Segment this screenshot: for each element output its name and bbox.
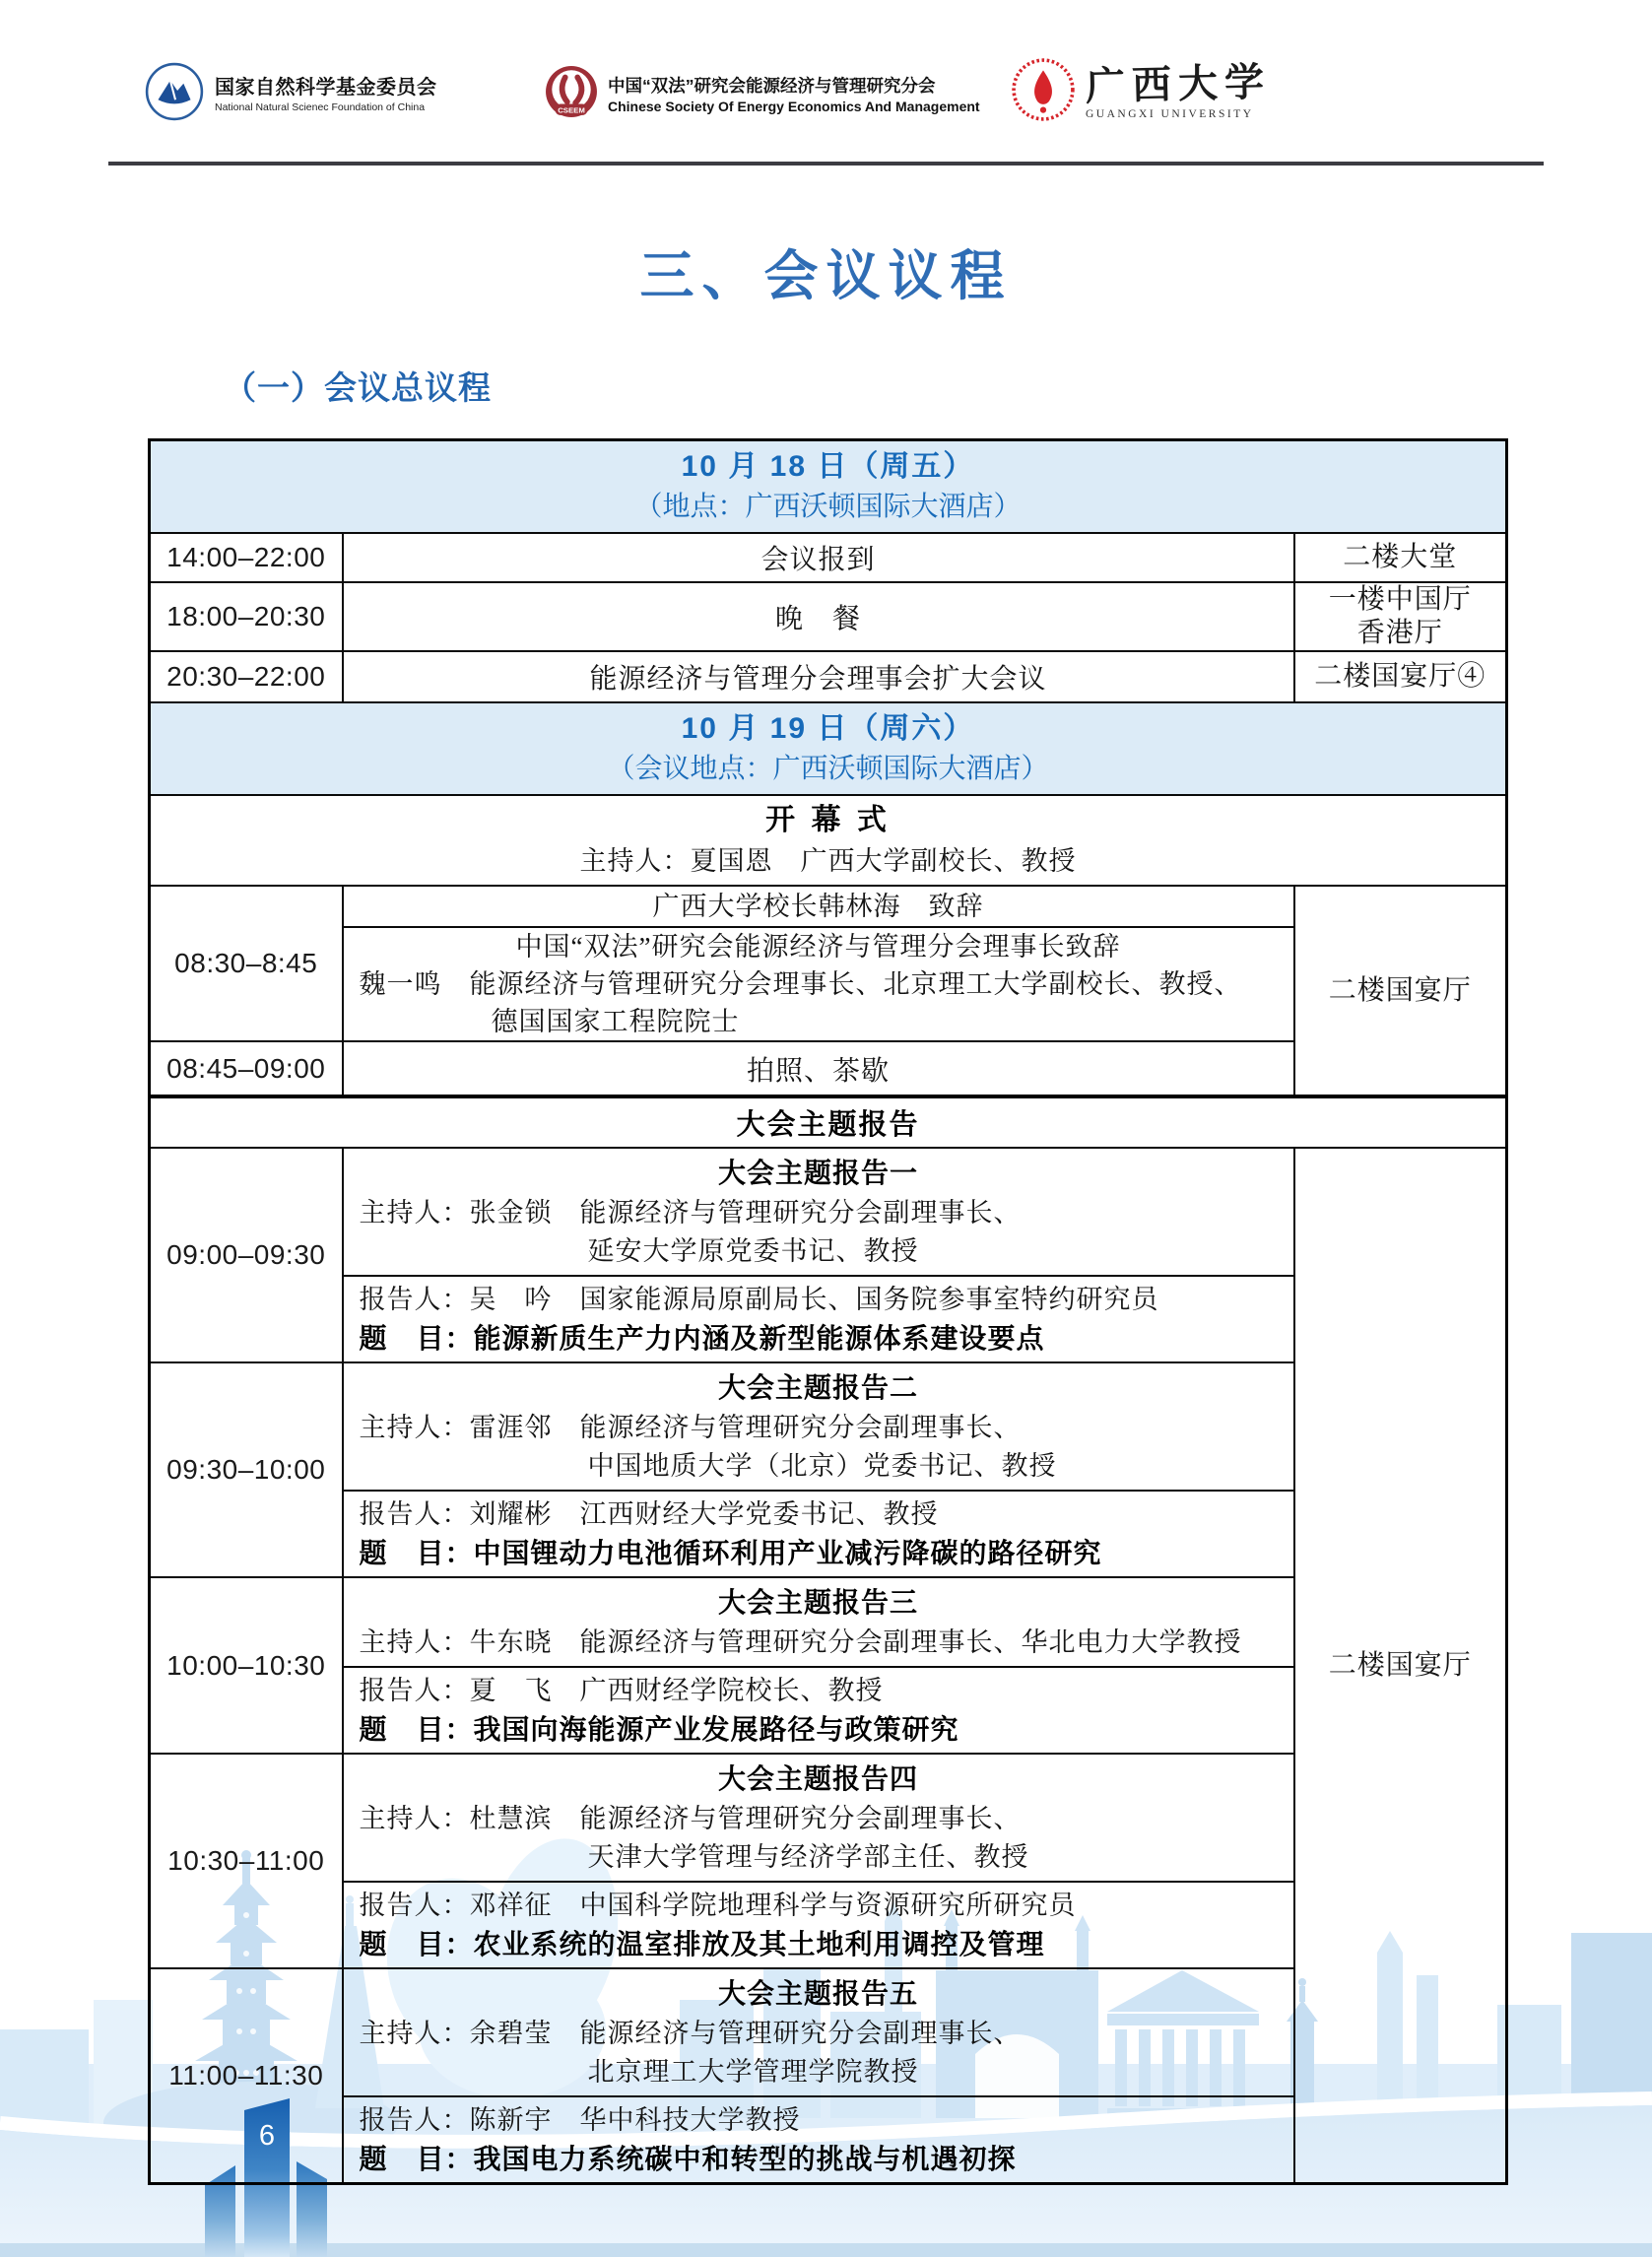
keynote-title: 大会主题报告四 xyxy=(717,1763,918,1794)
keynote-detail-cell xyxy=(343,1276,1294,1362)
keynote-time: 09:00–09:30 xyxy=(150,1148,343,1362)
opening-time: 08:30–8:45 xyxy=(150,886,343,1041)
schedule-row xyxy=(150,582,1507,651)
day2-venue: （会议地点：广西沃顿国际大酒店） xyxy=(607,753,1049,783)
opening-location: 二楼国宴厅 xyxy=(1294,886,1507,1096)
keynote-speaker-line: 报告人：夏 飞 广西财经学院校长、教授 xyxy=(359,1676,884,1705)
keynote-title: 大会主题报告二 xyxy=(717,1372,918,1403)
page-title: 三、会议议程 xyxy=(639,245,1013,306)
keynote-topic-line: 题 目：我国电力系统碳中和转型的挑战与机遇初探 xyxy=(359,2144,1017,2174)
day1-header-cell xyxy=(150,440,1507,534)
row-activity: 晚 餐 xyxy=(343,582,1294,651)
keynote-detail-cell xyxy=(343,1667,1294,1754)
row-activity: 会议报到 xyxy=(343,533,1294,582)
opening-speech-row xyxy=(150,886,1507,927)
section-title: （一）会议总议程 xyxy=(224,369,492,406)
row-location: 二楼国宴厅④ xyxy=(1294,651,1507,702)
row-time: 14:00–22:00 xyxy=(150,533,343,582)
photo-activity: 拍照、茶歇 xyxy=(343,1041,1294,1096)
nsfc-emblem-icon xyxy=(144,61,205,127)
logo-nsfc xyxy=(144,61,437,127)
row-time: 18:00–20:30 xyxy=(150,582,343,651)
keynote-host-line1: 主持人：杜慧滨 能源经济与管理研究分会副理事长、 xyxy=(359,1804,1022,1833)
page-number: 6 xyxy=(258,2120,276,2152)
logo-cseem xyxy=(545,65,980,123)
keynote-host-line1: 主持人：牛东晓 能源经济与管理研究分会副理事长、华北电力大学教授 xyxy=(359,1627,1242,1657)
row-location-line: 一楼中国厅 xyxy=(1328,584,1472,615)
keynote-title: 大会主题报告一 xyxy=(717,1158,918,1188)
keynote-speaker-line: 报告人：陈新宇 华中科技大学教授 xyxy=(359,2105,801,2135)
row-time: 20:30–22:00 xyxy=(150,651,343,702)
keynote-header-cell xyxy=(343,1362,1294,1491)
keynote-location-cell: 二楼国宴厅 xyxy=(1294,1148,1507,2184)
cseem-badge-text: CSEEM xyxy=(558,105,585,115)
gxu-name-en: GUANGXI UNIVERSITY xyxy=(1086,107,1254,120)
keynote-host-line2: 天津大学管理与经济学部主任、教授 xyxy=(587,1842,1029,1872)
row-activity: 能源经济与管理分会理事会扩大会议 xyxy=(343,651,1294,702)
nsfc-name-cn: 国家自然科学基金委员会 xyxy=(215,76,437,99)
keynote-host-line1: 主持人：余碧莹 能源经济与管理研究分会副理事长、 xyxy=(359,2019,1022,2048)
day1-date: 10 月 18 日（周五） xyxy=(681,450,975,483)
keynote-speaker-line: 报告人：邓祥征 中国科学院地理科学与资源研究所研究员 xyxy=(359,1891,1077,1920)
gxu-name-cn: 广西大学 xyxy=(1085,59,1272,108)
opening-speech1: 广西大学校长韩林海 致辞 xyxy=(343,886,1294,927)
logo-gxu xyxy=(1011,57,1271,127)
cseem-emblem-icon xyxy=(545,65,598,123)
row-location: 二楼大堂 xyxy=(1294,533,1507,582)
keynote-speaker-line: 报告人：吴 吟 国家能源局原副局长、国务院参事室特约研究员 xyxy=(359,1285,1159,1314)
keynote-host-line1: 主持人：雷涯邻 能源经济与管理研究分会副理事长、 xyxy=(359,1413,1022,1442)
keynote-header-cell xyxy=(343,1577,1294,1667)
keynote-host-line2: 延安大学原党委书记、教授 xyxy=(587,1236,919,1266)
opening-speech2-line1: 中国“双法”研究会能源经济与管理分会理事长致辞 xyxy=(515,932,1121,962)
keynote-detail-cell xyxy=(343,2096,1294,2184)
nsfc-name-en: National Natural Scienec Foundation of China xyxy=(215,100,426,113)
keynote-detail-cell xyxy=(343,1491,1294,1577)
keynote-header-cell xyxy=(343,1148,1294,1276)
keynote-topic-line: 题 目：能源新质生产力内涵及新型能源体系建设要点 xyxy=(359,1323,1045,1354)
agenda-table xyxy=(148,438,1508,2185)
keynote-time: 09:30–10:00 xyxy=(150,1362,343,1577)
keynote-time: 10:30–11:00 xyxy=(150,1754,343,1968)
schedule-row xyxy=(150,533,1507,582)
keynote-host-line2: 北京理工大学管理学院教授 xyxy=(587,2057,919,2087)
keynote-header-cell xyxy=(343,1754,1294,1882)
cseem-name-en: Chinese Society Of Energy Economics And Management xyxy=(608,98,980,114)
keynote-topic-line: 题 目：我国向海能源产业发展路径与政策研究 xyxy=(359,1714,959,1745)
row-location xyxy=(1294,582,1507,651)
header-divider xyxy=(108,162,1544,166)
keynote-header-cell xyxy=(343,1968,1294,2096)
cseem-name-cn: 中国“双法”研究会能源经济与管理研究分会 xyxy=(608,75,936,96)
keynote-title: 大会主题报告三 xyxy=(717,1587,918,1618)
keynote-host-line2: 中国地质大学（北京）党委书记、教授 xyxy=(587,1451,1057,1481)
day2-date: 10 月 19 日（周六） xyxy=(681,712,975,745)
keynote-time: 11:00–11:30 xyxy=(150,1968,343,2184)
opening-speech2-line2: 魏一鸣 能源经济与管理研究分会理事长、北京理工大学副校长、教授、 xyxy=(359,969,1242,999)
opening-speech2-line3: 德国国家工程院院士 xyxy=(491,1007,740,1036)
keynote-host-line1: 主持人：张金锁 能源经济与管理研究分会副理事长、 xyxy=(359,1198,1022,1228)
schedule-row xyxy=(150,651,1507,702)
keynote-row xyxy=(150,1148,1507,1276)
opening-speech2-cell xyxy=(343,927,1294,1041)
keynote-speaker-line: 报告人：刘耀彬 江西财经大学党委书记、教授 xyxy=(359,1499,939,1529)
day1-header-row xyxy=(150,440,1507,534)
row-location-line: 香港厅 xyxy=(1356,618,1443,648)
keynote-section-title: 大会主题报告 xyxy=(150,1096,1507,1148)
day1-venue: （地点：广西沃顿国际大酒店） xyxy=(634,491,1022,521)
keynote-title: 大会主题报告五 xyxy=(717,1978,918,2009)
keynote-section-row xyxy=(150,1096,1507,1148)
keynote-detail-cell xyxy=(343,1882,1294,1968)
keynote-topic-line: 题 目：农业系统的温室排放及其土地利用调控及管理 xyxy=(359,1929,1045,1959)
keynote-time: 10:00–10:30 xyxy=(150,1577,343,1754)
opening-ceremony-row xyxy=(150,795,1507,886)
photo-time: 08:45–09:00 xyxy=(150,1041,343,1096)
gxu-emblem-icon xyxy=(1011,57,1076,127)
keynote-topic-line: 题 目：中国锂动力电池循环利用产业减污降碳的路径研究 xyxy=(359,1538,1102,1568)
day2-header-cell xyxy=(150,702,1507,795)
opening-title: 开 幕 式 xyxy=(765,804,891,836)
opening-ceremony-cell xyxy=(150,795,1507,886)
opening-host: 主持人：夏国恩 广西大学副校长、教授 xyxy=(579,846,1077,876)
day2-header-row xyxy=(150,702,1507,795)
